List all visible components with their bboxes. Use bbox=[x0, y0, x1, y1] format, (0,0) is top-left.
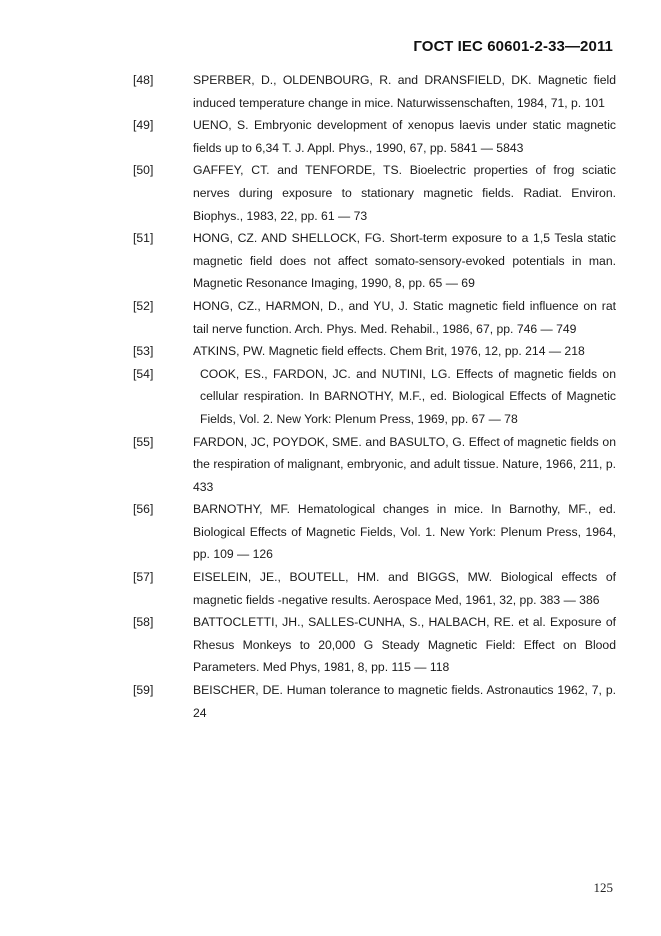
reference-number: [49] bbox=[133, 118, 154, 133]
reference-text: ATKINS, PW. Magnetic field effects. Chem Brit, 1976, 12, pp. 214 — 218 bbox=[193, 344, 585, 359]
reference-number: [53] bbox=[133, 344, 154, 359]
reference-number: [50] bbox=[133, 163, 154, 178]
reference-text: COOK, ES., FARDON, JC. and NUTINI, LG. Effects of magnetic fields on cellular respiration. In BARNOTHY, M.F., ed. Biological Effects of Magnetic Fields, Vol. 2. New York: Plenum Press, 1969, pp. 67 — 78 bbox=[200, 366, 616, 426]
reference-text: UENO, S. Embryonic development of xenopus laevis under static magnetic fields up to 6,34 T. J. Appl. Phys., 1990, 67, pp. 5841 — 5843 bbox=[193, 118, 616, 155]
reference-entry bbox=[133, 227, 616, 295]
reference-entry bbox=[133, 363, 616, 431]
reference-entry bbox=[133, 159, 616, 227]
reference-entry bbox=[133, 295, 616, 340]
reference-entry bbox=[133, 114, 616, 159]
reference-entry bbox=[133, 69, 616, 114]
reference-entry bbox=[133, 611, 616, 679]
reference-entry bbox=[133, 431, 616, 499]
reference-number: [59] bbox=[133, 683, 154, 698]
reference-text: FARDON, JC, POYDOK, SME. and BASULTO, G. Effect of magnetic fields on the respiration of malignant, embryonic, and adult tissue. Nature, 1966, 211, p. 433 bbox=[193, 434, 616, 494]
reference-number: [51] bbox=[133, 231, 154, 246]
page-header-standard: ГОСТ IEC 60601-2-33—2011 bbox=[413, 38, 613, 55]
reference-number: [54] bbox=[133, 366, 154, 381]
reference-text: BATTOCLETTI, JH., SALLES-CUNHA, S., HALBACH, RE. et al. Exposure of Rhesus Monkeys to 20,000 G Steady Magnetic Field: Effect on Blood Parameters. Med Phys, 1981, 8, pp. 115 — 118 bbox=[193, 615, 616, 675]
reference-entry bbox=[133, 679, 616, 724]
reference-entry bbox=[133, 566, 616, 611]
page-number: 125 bbox=[593, 880, 613, 895]
reference-text: GAFFEY, CT. and TENFORDE, TS. Bioelectric properties of frog sciatic nerves during exposure to stationary magnetic fields. Radiat. Environ. Biophys., 1983, 22, pp. 61 — 73 bbox=[193, 163, 616, 223]
reference-text: BARNOTHY, MF. Hematological changes in mice. In Barnothy, MF., ed. Biological Effects of Magnetic Fields, Vol. 1. New York: Plenum Press, 1964, pp. 109 — 126 bbox=[193, 502, 616, 562]
reference-number: [52] bbox=[133, 298, 154, 313]
reference-text: HONG, CZ. AND SHELLOCK, FG. Short-term exposure to a 1,5 Tesla static magnetic field does not affect somato-sensory-evoked potentials in man. Magnetic Resonance Imaging, 1990, 8, pp. 65 — 69 bbox=[193, 231, 616, 291]
reference-number: [48] bbox=[133, 73, 154, 87]
reference-list bbox=[133, 69, 616, 724]
reference-entry bbox=[133, 498, 616, 566]
reference-number: [56] bbox=[133, 502, 154, 517]
reference-entry bbox=[133, 340, 616, 363]
reference-text: BEISCHER, DE. Human tolerance to magnetic fields. Astronautics 1962, 7, p. 24 bbox=[193, 683, 616, 720]
reference-number: [58] bbox=[133, 615, 154, 630]
reference-number: [57] bbox=[133, 570, 154, 585]
reference-text: HONG, CZ., HARMON, D., and YU, J. Static magnetic field influence on rat tail nerve function. Arch. Phys. Med. Rehabil., 1986, 67, pp. 746 — 749 bbox=[193, 298, 616, 336]
reference-number: [55] bbox=[133, 434, 154, 449]
reference-text: SPERBER, D., OLDENBOURG, R. and DRANSFIELD, DK. Magnetic field induced temperature change in mice. Naturwissenschaften, 1984, 71, p. 101 bbox=[193, 73, 616, 110]
reference-text: EISELEIN, JE., BOUTELL, HM. and BIGGS, MW. Biological effects of magnetic fields -negative results. Aerospace Med, 1961, 32, pp. 383 — 386 bbox=[193, 570, 616, 607]
